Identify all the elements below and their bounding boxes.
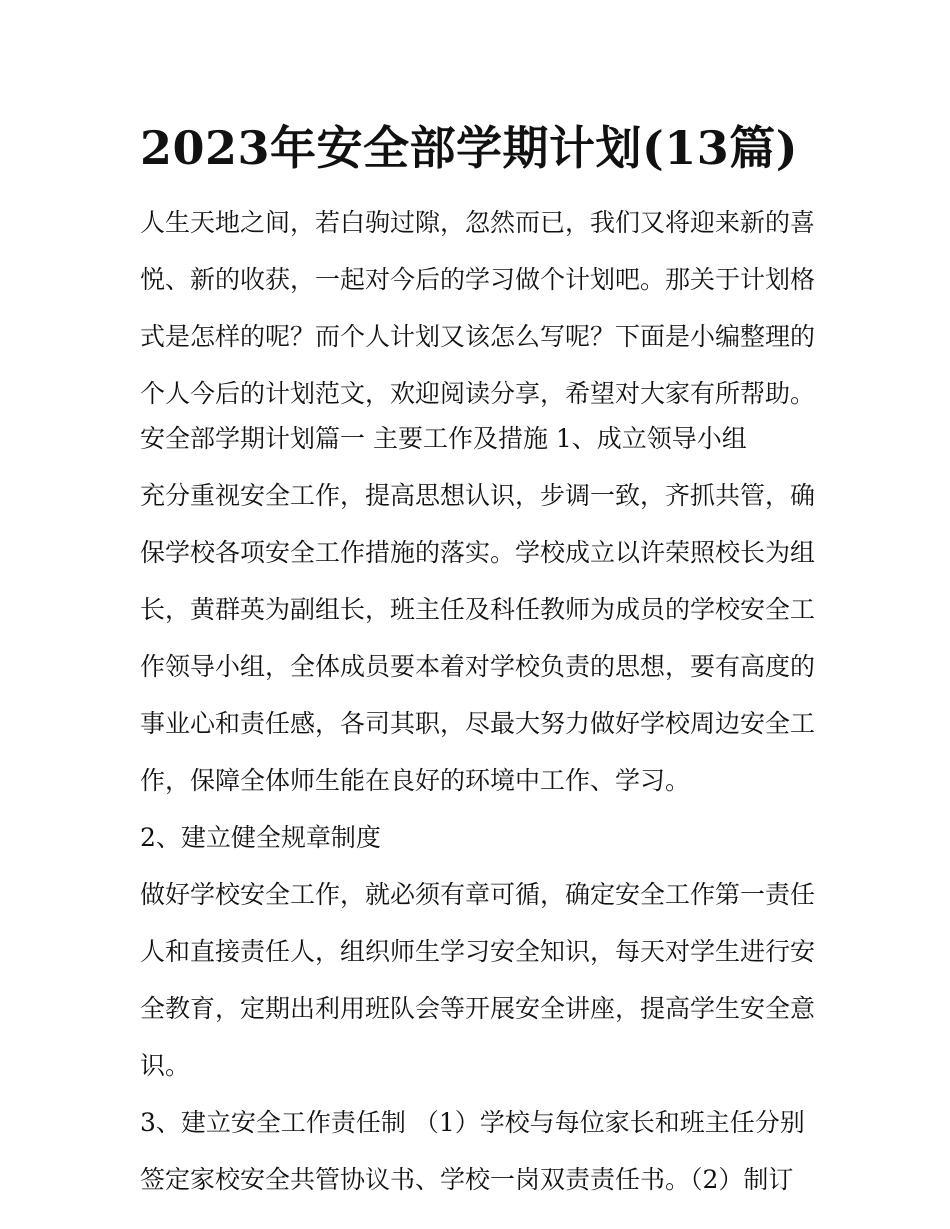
section-heading-2: 2、建立健全规章制度 bbox=[140, 823, 381, 852]
body-line-9: 作领导小组，全体成员要本着对学校负责的思想，要有高度的 bbox=[140, 652, 816, 681]
body-line-18: 签定家校安全共管协议书、学校一岗双责责任书。（2）制订 bbox=[140, 1165, 794, 1194]
body-line-4: 个人今后的计划范文，欢迎阅读分享，希望对大家有所帮助。 bbox=[140, 379, 816, 408]
body-line-3: 式是怎样的呢？而个人计划又该怎么写呢？下面是小编整理的 bbox=[140, 322, 816, 351]
body-line-2: 悦、新的收获，一起对今后的学习做个计划吧。那关于计划格 bbox=[140, 265, 816, 294]
section-heading-1: 安全部学期计划篇一 主要工作及措施 1、成立领导小组 bbox=[140, 424, 747, 453]
body-line-1: 人生天地之间，若白驹过隙，忽然而已，我们又将迎来新的喜 bbox=[140, 208, 816, 237]
body-line-8: 长，黄群英为副组长，班主任及科任教师为成员的学校安全工 bbox=[140, 595, 816, 624]
document-body bbox=[140, 200, 816, 1202]
body-line-6: 充分重视安全工作，提高思想认识，步调一致，齐抓共管，确 bbox=[140, 481, 816, 510]
body-line-10: 事业心和责任感，各司其职，尽最大努力做好学校周边安全工 bbox=[140, 709, 816, 738]
document-title: 2023年安全部学期计划(13篇) bbox=[140, 121, 799, 175]
body-line-14: 人和直接责任人，组织师生学习安全知识，每天对学生进行安 bbox=[140, 937, 816, 966]
section-heading-3: 3、建立安全工作责任制 （1）学校与每位家长和班主任分别 bbox=[140, 1108, 805, 1137]
body-line-7: 保学校各项安全工作措施的落实。学校成立以许荣照校长为组 bbox=[140, 538, 816, 567]
body-line-13: 做好学校安全工作，就必须有章可循，确定安全工作第一责任 bbox=[140, 880, 816, 909]
body-line-11: 作，保障全体师生能在良好的环境中工作、学习。 bbox=[140, 766, 691, 795]
body-line-15: 全教育，定期出利用班队会等开展安全讲座，提高学生安全意 bbox=[140, 994, 816, 1023]
body-line-16: 识。 bbox=[140, 1051, 191, 1080]
